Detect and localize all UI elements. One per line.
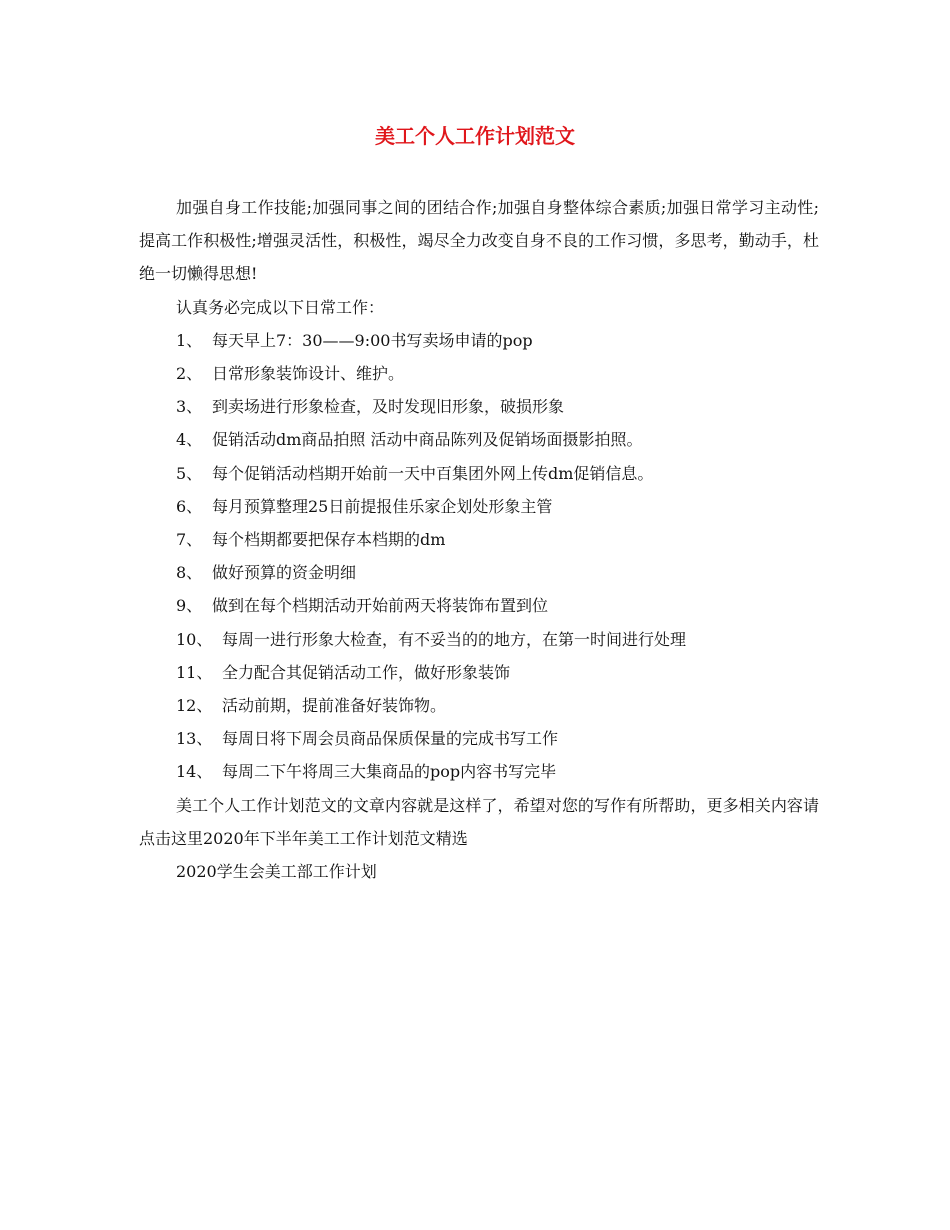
- item-number: 13、: [176, 729, 213, 749]
- list-item: [139, 656, 819, 689]
- item-number: 9、: [176, 596, 203, 616]
- item-text: 每周二下午将周三大集商品的pop内容书写完毕: [222, 762, 557, 782]
- item-text: 每周日将下周会员商品保质保量的完成书写工作: [222, 729, 559, 749]
- item-text: 做到在每个档期活动开始前两天将装饰布置到位: [212, 596, 549, 616]
- list-item: [139, 423, 819, 456]
- list-item: [139, 390, 819, 423]
- item-number: 14、: [176, 762, 213, 782]
- item-number: 5、: [176, 463, 203, 483]
- list-item: [139, 457, 819, 490]
- list-item: [139, 556, 819, 589]
- item-text: 每周一进行形象大检查，有不妥当的的地方，在第一时间进行处理: [222, 629, 687, 649]
- list-item: [139, 490, 819, 523]
- item-number: 10、: [176, 629, 213, 649]
- item-number: 4、: [176, 430, 203, 450]
- item-text: 做好预算的资金明细: [212, 563, 357, 583]
- item-number: 6、: [176, 496, 203, 516]
- closing-paragraph: 美工个人工作计划范文的文章内容就是这样了，希望对您的写作有所帮助，更多相关内容请点击这里2020年下半年美工工作计划范文精选: [139, 795, 819, 848]
- item-number: 1、: [176, 330, 203, 350]
- item-text: 每个档期都要把保存本档期的dm: [212, 530, 446, 550]
- document-body: [139, 191, 819, 888]
- intro-paragraph: 加强自身工作技能;加强同事之间的团结合作;加强自身整体综合素质;加强日常学习主动性;提高工作积极性;增强灵活性，积极性，竭尽全力改变自身不良的工作习惯，多思考，勤动手，杜绝一切懒得思想!: [139, 198, 819, 284]
- item-number: 7、: [176, 530, 203, 550]
- list-item: [139, 689, 819, 722]
- item-text: 活动前期，提前准备好装饰物。: [222, 696, 447, 716]
- item-text: 全力配合其促销活动工作，做好形象装饰: [222, 662, 511, 682]
- task-list: [139, 324, 819, 789]
- list-item: [139, 722, 819, 755]
- item-text: 每个促销活动档期开始前一天中百集团外网上传dm促销信息。: [212, 463, 654, 483]
- list-item: [139, 755, 819, 788]
- item-number: 3、: [176, 397, 203, 417]
- item-text: 日常形象装饰设计、维护。: [212, 364, 405, 384]
- item-number: 2、: [176, 364, 203, 384]
- item-number: 8、: [176, 563, 203, 583]
- item-number: 11、: [176, 662, 213, 682]
- item-text: 到卖场进行形象检查，及时发现旧形象，破损形象: [212, 397, 565, 417]
- item-text: 每月预算整理25日前提报佳乐家企划处形象主管: [212, 496, 553, 516]
- list-item: [139, 523, 819, 556]
- item-text: 每天早上7：30——9:00书写卖场申请的pop: [212, 330, 533, 350]
- list-item: [139, 589, 819, 622]
- document-title: 美工个人工作计划范文: [375, 124, 575, 148]
- lead-paragraph: 认真务必完成以下日常工作：: [176, 297, 385, 317]
- item-number: 12、: [176, 696, 213, 716]
- item-text: 促销活动dm商品拍照 活动中商品陈列及促销场面摄影拍照。: [212, 430, 643, 450]
- list-item: [139, 357, 819, 390]
- list-item: [139, 623, 819, 656]
- related-article-link[interactable]: 2020学生会美工部工作计划: [176, 862, 377, 882]
- list-item: [139, 324, 819, 357]
